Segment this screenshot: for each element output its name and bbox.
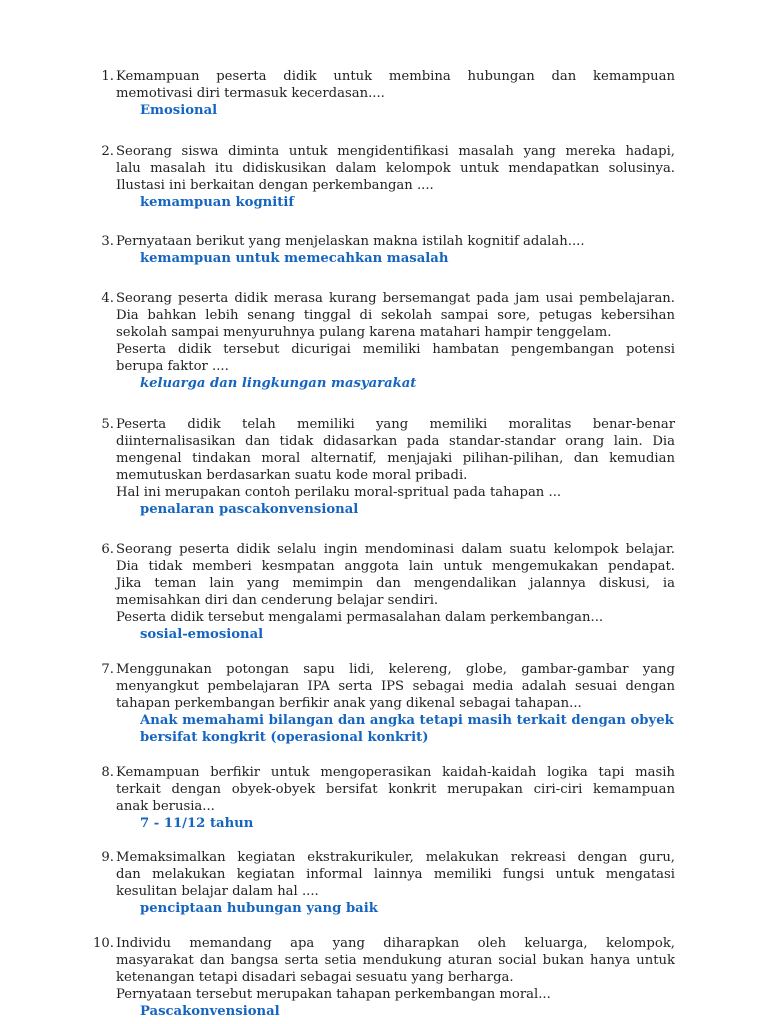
answer-text: Emosional [140, 103, 218, 118]
question-text-line: Pernyataan tersebut merupakan tahapan perkembangan moral... [116, 987, 551, 1002]
answer-text: 7 - 11/12 tahun [140, 816, 254, 831]
question-number: 5. [101, 417, 114, 432]
question-text-line: Kemampuan peserta didik untuk membina hubungan dan kemampuan [116, 69, 675, 84]
question-number: 9. [101, 850, 114, 865]
question-text-line: Kemampuan berfikir untuk mengoperasikan kaidah-kaidah logika tapi masih [116, 765, 675, 780]
question-number: 4. [101, 291, 114, 306]
question-item-9 [88, 849, 675, 917]
question-item-4 [88, 290, 675, 392]
question-text-line: ketenangan tetapi disadari sebagai sesuatu yang berharga. [116, 970, 514, 985]
question-number: 6. [101, 542, 114, 557]
answer-text: kemampuan kognitif [140, 195, 295, 210]
question-text-line: Individu memandang apa yang diharapkan oleh keluarga, kelompok, [116, 936, 675, 951]
question-number: 2. [101, 144, 114, 159]
question-text-line: tahapan perkembangan berfikir anak yang dikenal sebagai tahapan... [116, 696, 582, 711]
question-text-line: mengenal tindakan moral alternatif, menjajaki pilihan-pilihan, dan kemudian [116, 451, 675, 466]
question-text-line: lalu masalah itu didiskusikan dalam kelompok untuk mendapatkan solusinya. [116, 161, 675, 176]
question-item-2 [88, 143, 675, 211]
question-number: 8. [101, 765, 114, 780]
question-text-line: Peserta didik tersebut dicurigai memiliki hambatan pengembangan potensi [116, 342, 675, 357]
question-text-line: menyangkut pembelajaran IPA serta IPS sebagai media adalah sesuai dengan [116, 679, 675, 694]
question-number: 1. [101, 69, 114, 84]
question-text-line: Memaksimalkan kegiatan ekstrakurikuler, melakukan rekreasi dengan guru, [116, 850, 675, 865]
question-text-line: dan melakukan kegiatan informal lainnya memiliki fungsi untuk mengatasi [116, 867, 675, 882]
question-text-line: Dia tidak memberi kesmpatan anggota lain untuk mengemukakan pendapat. [116, 559, 675, 574]
answer-text: penalaran pascakonvensional [140, 502, 359, 517]
answer-text: bersifat kongkrit (operasional konkrit) [140, 730, 429, 745]
answer-text: kemampuan untuk memecahkan masalah [140, 251, 449, 266]
answer-text: Pascakonvensional [140, 1004, 280, 1019]
question-text-line: diinternalisasikan dan tidak didasarkan pada standar-standar orang lain. Dia [116, 434, 675, 449]
question-text-line: masyarakat dan bangsa serta setia mendukung aturan social bukan hanya untuk [116, 953, 675, 968]
question-item-1 [88, 68, 675, 119]
question-item-3 [88, 233, 675, 267]
question-item-6 [88, 541, 675, 643]
question-text-line: Hal ini merupakan contoh perilaku moral-spritual pada tahapan ... [116, 485, 562, 500]
question-text-line: Dia bahkan lebih senang tinggal di sekolah sampai sore, petugas kebersihan [116, 308, 675, 323]
answer-text: penciptaan hubungan yang baik [140, 901, 378, 916]
question-text-line: Peserta didik tersebut mengalami permasalahan dalam perkembangan... [116, 610, 604, 625]
question-number: 3. [101, 234, 114, 249]
question-item-8 [88, 764, 675, 832]
question-item-5 [88, 416, 675, 518]
question-item-10 [88, 935, 675, 1020]
question-text-line: Menggunakan potongan sapu lidi, kelereng, globe, gambar-gambar yang [116, 662, 675, 677]
question-text-line: memisahkan diri dan cenderung belajar sendiri. [116, 593, 439, 608]
question-number: 7. [101, 662, 114, 677]
question-text-line: Seorang peserta didik merasa kurang bersemangat pada jam usai pembelajaran. [116, 291, 675, 306]
question-text-line: anak berusia... [116, 799, 215, 814]
question-text-line: memutuskan berdasarkan suatu kode moral pribadi. [116, 468, 468, 483]
question-item-7 [88, 661, 675, 746]
question-text-line: Ilustasi ini berkaitan dengan perkembangan .... [116, 178, 434, 193]
question-text-line: terkait dengan obyek-obyek bersifat konkrit merupakan ciri-ciri kemampuan [116, 782, 675, 797]
question-text-line: Jika teman lain yang memimpin dan mengendalikan jalannya diskusi, ia [116, 576, 675, 591]
question-text-line: memotivasi diri termasuk kecerdasan.... [116, 86, 385, 101]
question-text-line: Seorang siswa diminta untuk mengidentifikasi masalah yang mereka hadapi, [116, 144, 675, 159]
question-number: 10. [93, 936, 114, 951]
question-text-line: berupa faktor .... [116, 359, 229, 374]
answer-text: keluarga dan lingkungan masyarakat [140, 376, 417, 391]
answer-text: Anak memahami bilangan dan angka tetapi masih terkait dengan obyek [140, 713, 674, 728]
question-text-line: sekolah sampai menyuruhnya pulang karena matahari hampir tenggelam. [116, 325, 612, 340]
question-text-line: Peserta didik telah memiliki yang memiliki moralitas benar-benar [116, 417, 675, 432]
question-text-line: Seorang peserta didik selalu ingin mendominasi dalam suatu kelompok belajar. [116, 542, 675, 557]
question-text-line: Pernyataan berikut yang menjelaskan makna istilah kognitif adalah.... [116, 234, 585, 249]
question-text-line: kesulitan belajar dalam hal .... [116, 884, 319, 899]
answer-text: sosial-emosional [140, 627, 264, 642]
